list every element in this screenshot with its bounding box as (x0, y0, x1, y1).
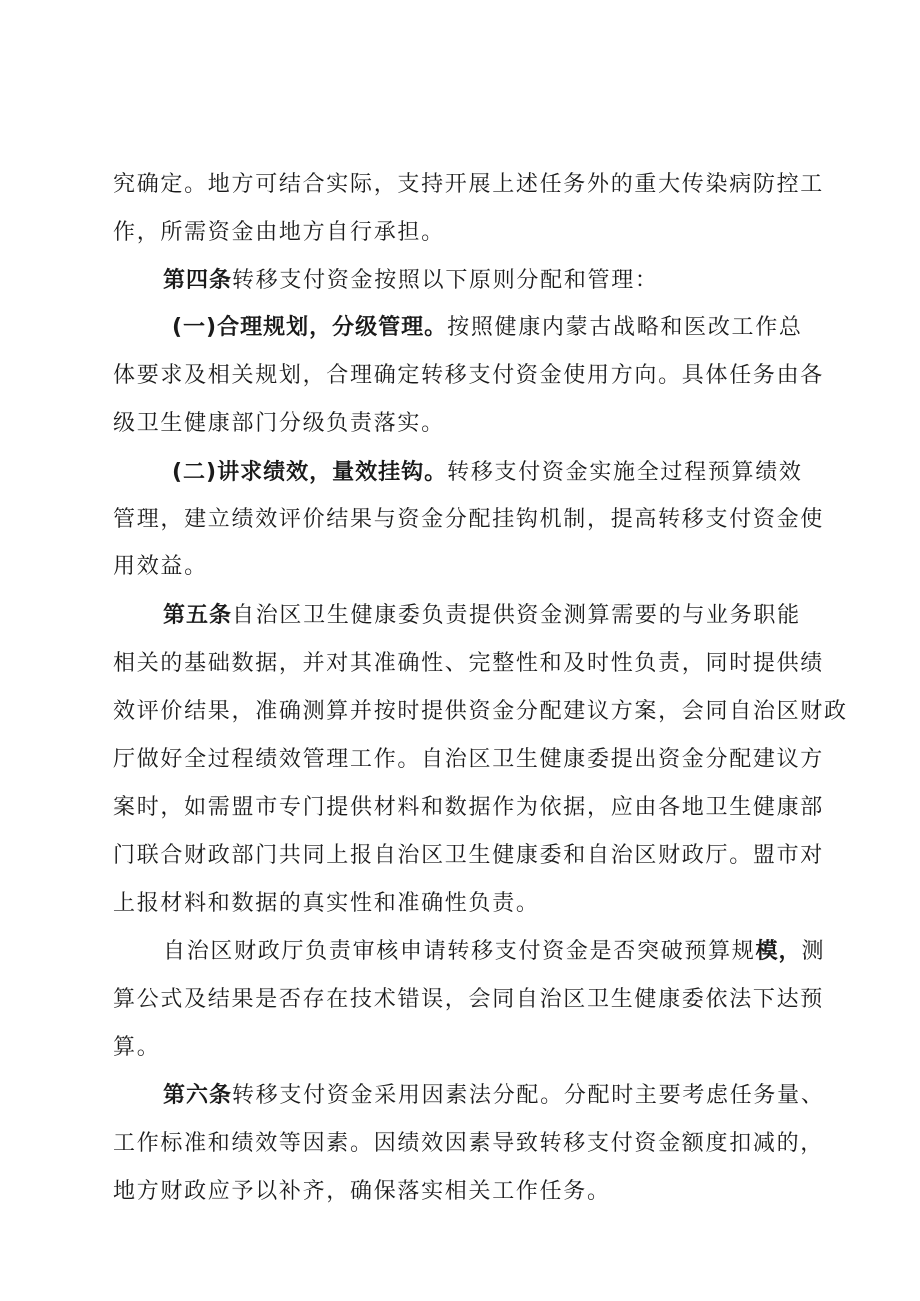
body-text: 厅做好全过程绩效管理工作。自治区卫生健康委提出资金分配建议方 (113, 747, 825, 772)
bold-text: 模， (755, 939, 802, 964)
paragraph-line (113, 745, 833, 775)
body-text: 上报材料和数据的真实性和准确性负责。 (113, 891, 540, 916)
body-text: 转移支付资金实施全过程预算绩效 (447, 460, 803, 485)
body-text: 管理，建立绩效评价结果与资金分配挂钩机制，提高转移支付资金使 (113, 507, 825, 532)
paragraph-line (113, 361, 833, 391)
body-text: 作，所需资金由地方自行承担。 (113, 220, 445, 245)
body-text: 自治区财政厅负责审核申请转移支付资金是否突破预算规 (163, 939, 756, 964)
body-text: 级卫生健康部门分级负责落实。 (113, 411, 445, 436)
body-text: 案时，如需盟市专门提供材料和数据作为依据，应由各地卫生健康部 (113, 795, 825, 820)
paragraph-line (113, 889, 833, 919)
body-text: 体要求及相关规划，合理确定转移支付资金使用方向。具体任务由各 (113, 363, 825, 388)
paragraph-line (113, 505, 833, 535)
body-text: 工作标准和绩效等因素。因绩效因素导致转移支付资金额度扣减的， (113, 1131, 825, 1156)
body-text: 测 (801, 939, 826, 964)
clause-1-line (172, 313, 892, 343)
paragraph-line (113, 409, 833, 439)
body-text: 相关的基础数据，并对其准确性、完整性和及时性负责，同时提供绩 (113, 651, 825, 676)
paragraph-line (113, 793, 833, 823)
article-4-line (163, 266, 883, 296)
body-text: 效评价结果，准确测算并按时提供资金分配建议方案，会同自治区财政 (113, 699, 848, 724)
paragraph-line (113, 697, 848, 727)
body-text: 用效益。 (113, 554, 208, 579)
article-5-heading: 第五条 (163, 603, 233, 628)
body-text: 究确定。地方可结合实际，支持开展上述任务外的重大传染病防控工 (113, 172, 825, 197)
article-5-line (163, 601, 883, 631)
body-text: 门联合财政部门共同上报自治区卫生健康委和自治区财政厅。盟市对 (113, 843, 825, 868)
body-text: 算公式及结果是否存在技术错误，会同自治区卫生健康委依法下达预 (113, 987, 825, 1012)
paragraph-line (113, 985, 833, 1015)
paragraph-line (113, 1129, 833, 1159)
paragraph-line (113, 552, 833, 582)
body-text: 转移支付资金按照以下原则分配和管理： (232, 268, 659, 293)
body-text: 转移支付资金采用因素法分配。分配时主要考虑任务量、 (232, 1083, 825, 1108)
paragraph-line (113, 218, 833, 248)
clause-2-line (172, 458, 892, 488)
paragraph-line (113, 170, 833, 200)
body-text: 地方财政应予以补齐，确保落实相关工作任务。 (113, 1179, 611, 1204)
paragraph-line (113, 649, 833, 679)
clause-2-heading: (二)讲求绩效，量效挂钩。 (172, 460, 448, 485)
body-text: 算。 (113, 1035, 161, 1060)
paragraph-line (113, 841, 833, 871)
body-text: 按照健康内蒙古战略和医改工作总 (447, 315, 803, 340)
body-text: 自治区卫生健康委负责提供资金测算需要的与业务职能 (232, 603, 801, 628)
article-6-heading: 第六条 (163, 1083, 233, 1108)
clause-1-heading: (一)合理规划，分级管理。 (172, 315, 448, 340)
article-6-line (163, 1081, 883, 1111)
finance-paragraph-line (163, 937, 883, 967)
paragraph-line (113, 1033, 833, 1063)
article-4-heading: 第四条 (163, 268, 233, 293)
paragraph-line (113, 1177, 833, 1207)
